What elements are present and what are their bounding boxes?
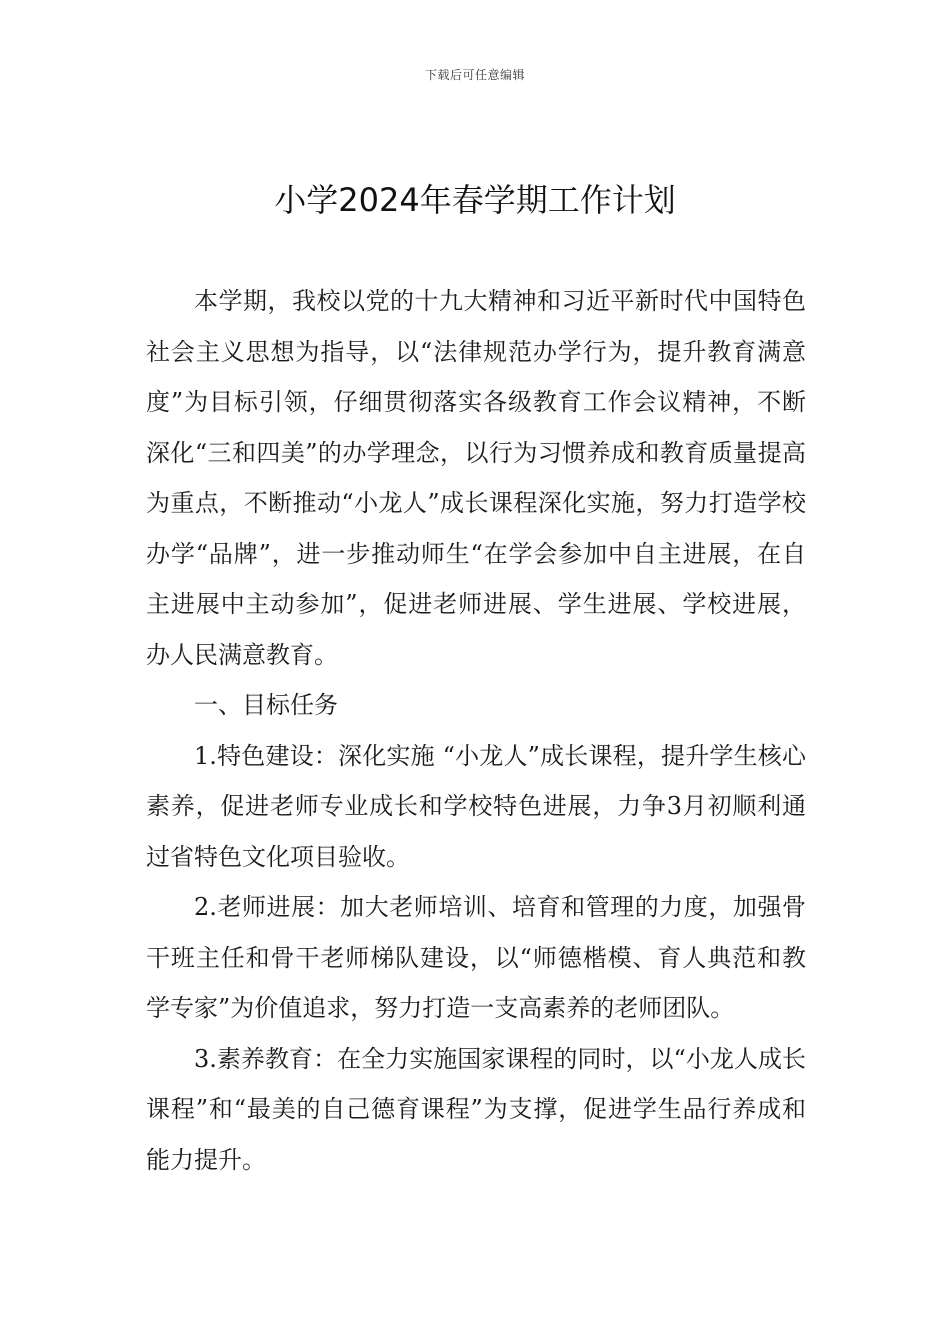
goal-item-2: 2.老师进展：加大老师培训、培育和管理的力度，加强骨干班主任和骨干老师梯队建设，以“师德楷模、育人典范和教学专家”为价值追求，努力打造一支高素养的老师团队。 — [146, 893, 806, 1022]
intro-paragraph: 本学期，我校以党的十九大精神和习近平新时代中国特色社会主义思想为指导，以“法律规范办学行为，提升教育满意度”为目标引领，仔细贯彻落实各级教育工作会议精神，不断深化“三和四美”的办学理念，以行为习惯养成和教育质量提高为重点，不断推动“小龙人”成长课程深化实施，努力打造学校办学“品牌”，进一步推动师生“在学会参加中自主进展，在自主进展中主动参加”，促进老师进展、学生进展、学校进展，办人民满意教育。 — [146, 287, 806, 669]
goal-item-1: 1.特色建设：深化实施 “小龙人”成长课程，提升学生核心素养，促进老师专业成长和学校特色进展，力争3月初顺利通过省特色文化项目验收。 — [146, 741, 806, 871]
document-title: 小学2024年春学期工作计划 — [274, 181, 676, 219]
goal-item-3: 3.素养教育：在全力实施国家课程的同时，以“小龙人成长课程”和“最美的自己德育课程”为支撑，促进学生品行养成和能力提升。 — [146, 1044, 806, 1174]
header-note: 下载后可任意编辑 — [424, 68, 525, 82]
document-body — [146, 276, 806, 1185]
section-heading-goals: 一、目标任务 — [194, 691, 338, 719]
